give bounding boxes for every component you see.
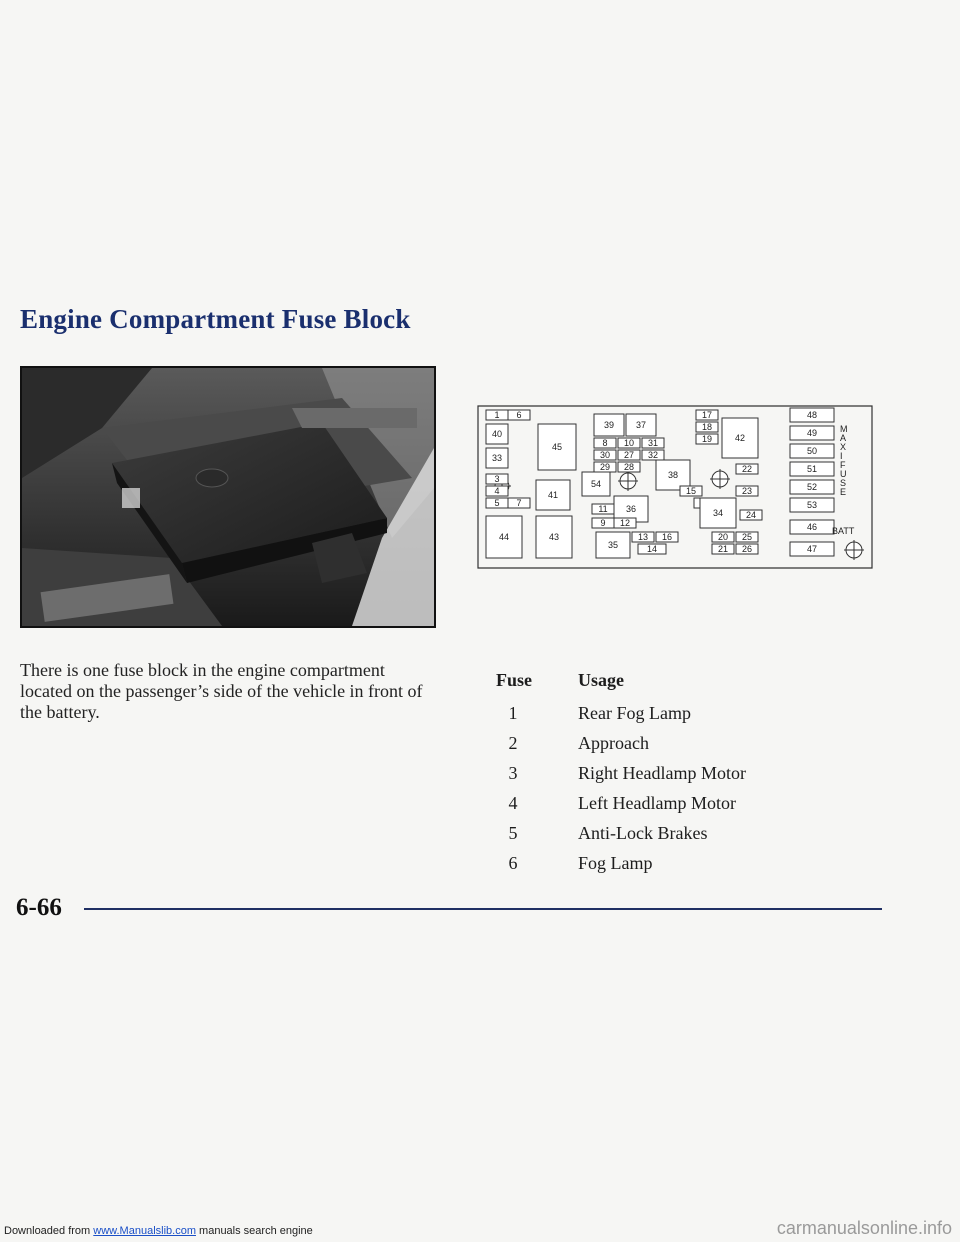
fuse-usage: Approach — [578, 733, 649, 753]
fuse-usage: Fog Lamp — [578, 853, 653, 873]
fuse-label-42: 42 — [734, 433, 746, 443]
fuse-label-31: 31 — [647, 438, 659, 448]
fuse-label-16: 16 — [661, 532, 673, 542]
fuse-label-1: 1 — [494, 410, 500, 420]
table-row — [496, 823, 856, 853]
fuse-label-20: 20 — [717, 532, 729, 542]
table-row — [496, 853, 856, 883]
maxi-fuse-label: M A X I F U S E — [840, 424, 848, 497]
fuse-number: 2 — [508, 733, 518, 753]
fuse-label-9: 9 — [600, 518, 606, 528]
fuse-block-diagram — [474, 392, 878, 576]
table-row — [496, 703, 856, 733]
fuse-number: 6 — [508, 853, 518, 873]
download-credit-prefix: Downloaded from — [4, 1225, 94, 1237]
page-title: Engine Compartment Fuse Block — [20, 304, 411, 334]
fuse-label-38: 38 — [667, 470, 679, 480]
fuse-label-33: 33 — [491, 453, 503, 463]
fuse-label-29: 29 — [599, 462, 611, 472]
download-credit — [4, 1225, 313, 1237]
fuse-label-17: 17 — [701, 410, 713, 420]
fuse-label-22: 22 — [741, 464, 753, 474]
fuse-label-45: 45 — [551, 442, 563, 452]
fuse-label-4: 4 — [494, 486, 500, 496]
fuse-column-header: Fuse — [496, 670, 532, 690]
fuse-label-34: 34 — [712, 508, 724, 518]
fuse-label-54: 54 — [590, 479, 602, 489]
fuse-label-28: 28 — [623, 462, 635, 472]
watermark: carmanualsonline.info — [776, 1218, 952, 1238]
fuse-number: 1 — [508, 703, 518, 723]
table-row — [496, 733, 856, 763]
fuse-label-26: 26 — [741, 544, 753, 554]
fuse-label-39: 39 — [603, 420, 615, 430]
footer-rule — [84, 908, 882, 910]
fuse-label-13: 13 — [637, 532, 649, 542]
usage-column-header: Usage — [578, 670, 624, 690]
download-credit-suffix: manuals search engine — [195, 1225, 313, 1237]
fuse-label-27: 27 — [623, 450, 635, 460]
fuse-label-21: 21 — [717, 544, 729, 554]
table-row — [496, 763, 856, 793]
fuse-label-37: 37 — [635, 420, 647, 430]
fuse-label-46: 46 — [806, 522, 818, 532]
fuse-label-36: 36 — [625, 504, 637, 514]
fuse-label-44: 44 — [498, 532, 510, 542]
fuse-label-53: 53 — [806, 500, 818, 510]
fuse-label-24: 24 — [745, 510, 757, 520]
fuse-label-6: 6 — [516, 410, 522, 420]
manualslib-link[interactable]: www.Manualslib.com — [93, 1225, 196, 1237]
fuse-label-41: 41 — [547, 490, 559, 500]
fuse-label-49: 49 — [806, 428, 818, 438]
fuse-label-3: 3 — [494, 474, 500, 484]
fuse-block-location-text: There is one fuse block in the engine compartment located on the passenger’s side of the vehicle in front of the battery. — [20, 660, 423, 722]
engine-compartment-photo — [20, 366, 436, 628]
fuse-number: 4 — [508, 793, 518, 813]
fuse-label-12: 12 — [619, 518, 631, 528]
fuse-label-25: 25 — [741, 532, 753, 542]
fuse-label-10: 10 — [623, 438, 635, 448]
fuse-usage: Left Headlamp Motor — [578, 793, 736, 813]
fuse-label-11: 11 — [598, 504, 608, 514]
fuse-label-40: 40 — [491, 429, 503, 439]
fuse-usage: Rear Fog Lamp — [578, 703, 691, 723]
fuse-label-50: 50 — [806, 446, 818, 456]
fuse-label-47: 47 — [806, 544, 818, 554]
photo-illustration — [22, 368, 434, 626]
fuse-label-32: 32 — [647, 450, 659, 460]
fuse-label-14: 14 — [646, 544, 658, 554]
fuse-label-19: 19 — [701, 434, 713, 444]
page-number: 6-66 — [16, 894, 62, 921]
table-row — [496, 793, 856, 823]
fuse-number: 3 — [508, 763, 518, 783]
fuse-label-5: 5 — [494, 498, 500, 508]
fuse-label-43: 43 — [548, 532, 560, 542]
fuse-label-35: 35 — [607, 540, 619, 550]
fuse-usage: Anti-Lock Brakes — [578, 823, 708, 843]
fuse-label-52: 52 — [806, 482, 818, 492]
fuse-label-23: 23 — [741, 486, 753, 496]
fuse-number: 5 — [508, 823, 518, 843]
fuse-label-8: 8 — [602, 438, 608, 448]
fuse-block-diagram-svg — [474, 392, 878, 576]
fuse-label-51: 51 — [806, 464, 818, 474]
fuse-label-18: 18 — [701, 422, 713, 432]
batt-label: BATT — [832, 526, 855, 536]
fuse-label-15: 15 — [685, 486, 697, 496]
fuse-label-48: 48 — [806, 410, 818, 420]
fuse-label-7: 7 — [516, 498, 522, 508]
fuse-label-30: 30 — [599, 450, 611, 460]
fuse-usage: Right Headlamp Motor — [578, 763, 746, 783]
